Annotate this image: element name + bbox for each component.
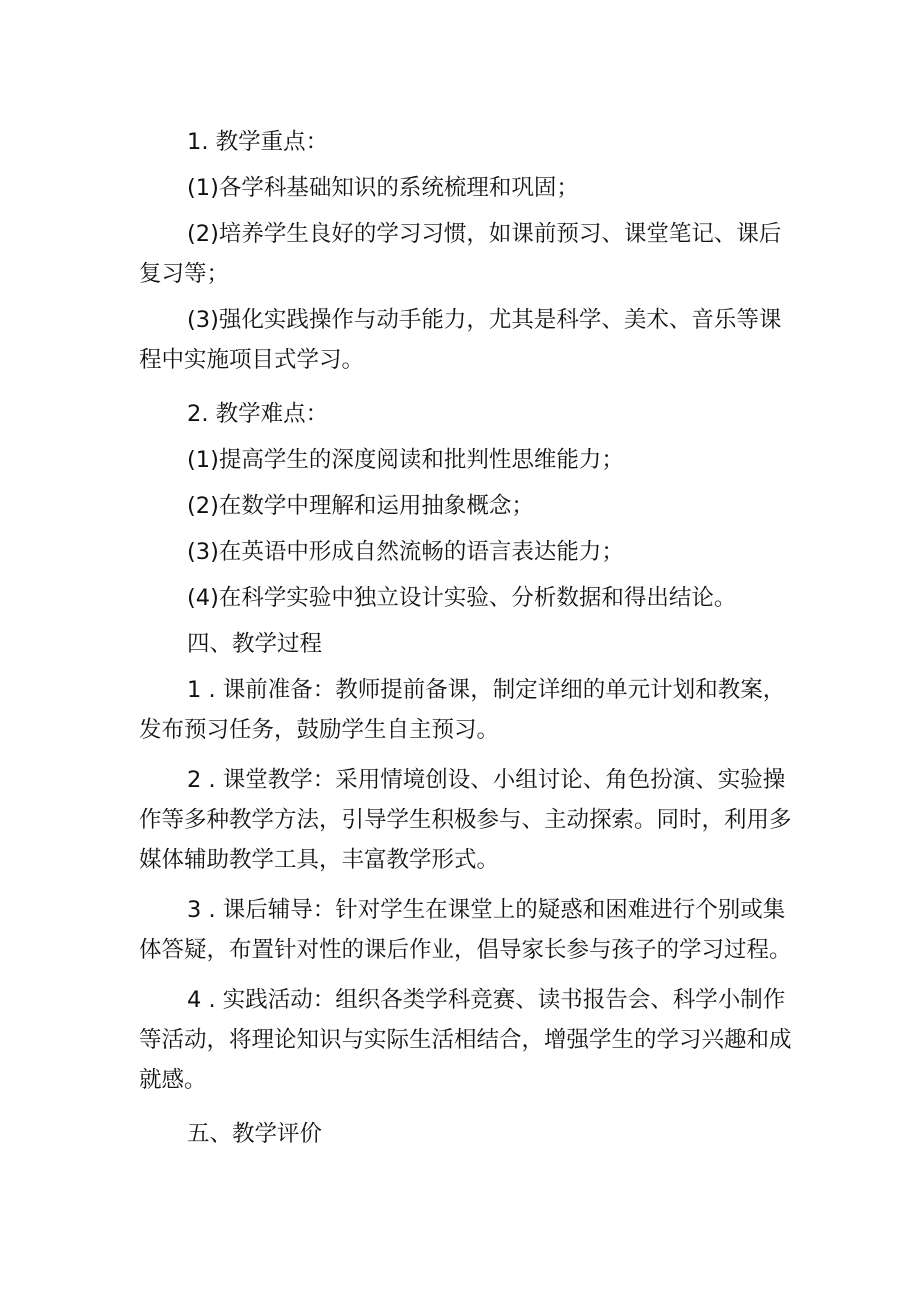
- process-item: 2 . 课堂教学：采用情境创设、小组讨论、角色扮演、实验操作等多种教学方法，引导学生积极参与、主动探索。同时，利用多媒体辅助教学工具，丰富教学形式。: [139, 767, 792, 873]
- difficulty-item: (3)在英语中形成自然流畅的语言表达能力；: [187, 539, 624, 565]
- difficulty-item: (4)在科学实验中独立设计实验、分析数据和得出结论。: [187, 585, 737, 611]
- evaluation-heading: 五、教学评价: [187, 1121, 323, 1147]
- difficulties-heading: 2. 教学难点：: [187, 401, 329, 427]
- key-points-heading: 1. 教学重点：: [187, 129, 329, 155]
- key-point-item: (2)培养学生良好的学习习惯，如课前预习、课堂笔记、课后复习等；: [139, 221, 782, 287]
- difficulty-item: (2)在数学中理解和运用抽象概念；: [187, 493, 534, 519]
- key-point-item: (3)强化实践操作与动手能力，尤其是科学、美术、音乐等课程中实施项目式学习。: [139, 307, 782, 373]
- process-item: 1 . 课前准备：教师提前备课，制定详细的单元计划和教案，发布预习任务，鼓励学生自主预习。: [139, 677, 786, 743]
- difficulty-item: (1)提高学生的深度阅读和批判性思维能力；: [187, 447, 624, 473]
- process-heading: 四、教学过程: [187, 631, 323, 657]
- process-item: 3 . 课后辅导：针对学生在课堂上的疑惑和困难进行个别或集体答疑，布置针对性的课后作业，倡导家长参与孩子的学习过程。: [139, 897, 792, 963]
- process-item: 4 . 实践活动：组织各类学科竞赛、读书报告会、科学小制作等活动，将理论知识与实际生活相结合，增强学生的学习兴趣和成就感。: [139, 987, 792, 1093]
- key-point-item: (1)各学科基础知识的系统梳理和巩固；: [187, 175, 579, 201]
